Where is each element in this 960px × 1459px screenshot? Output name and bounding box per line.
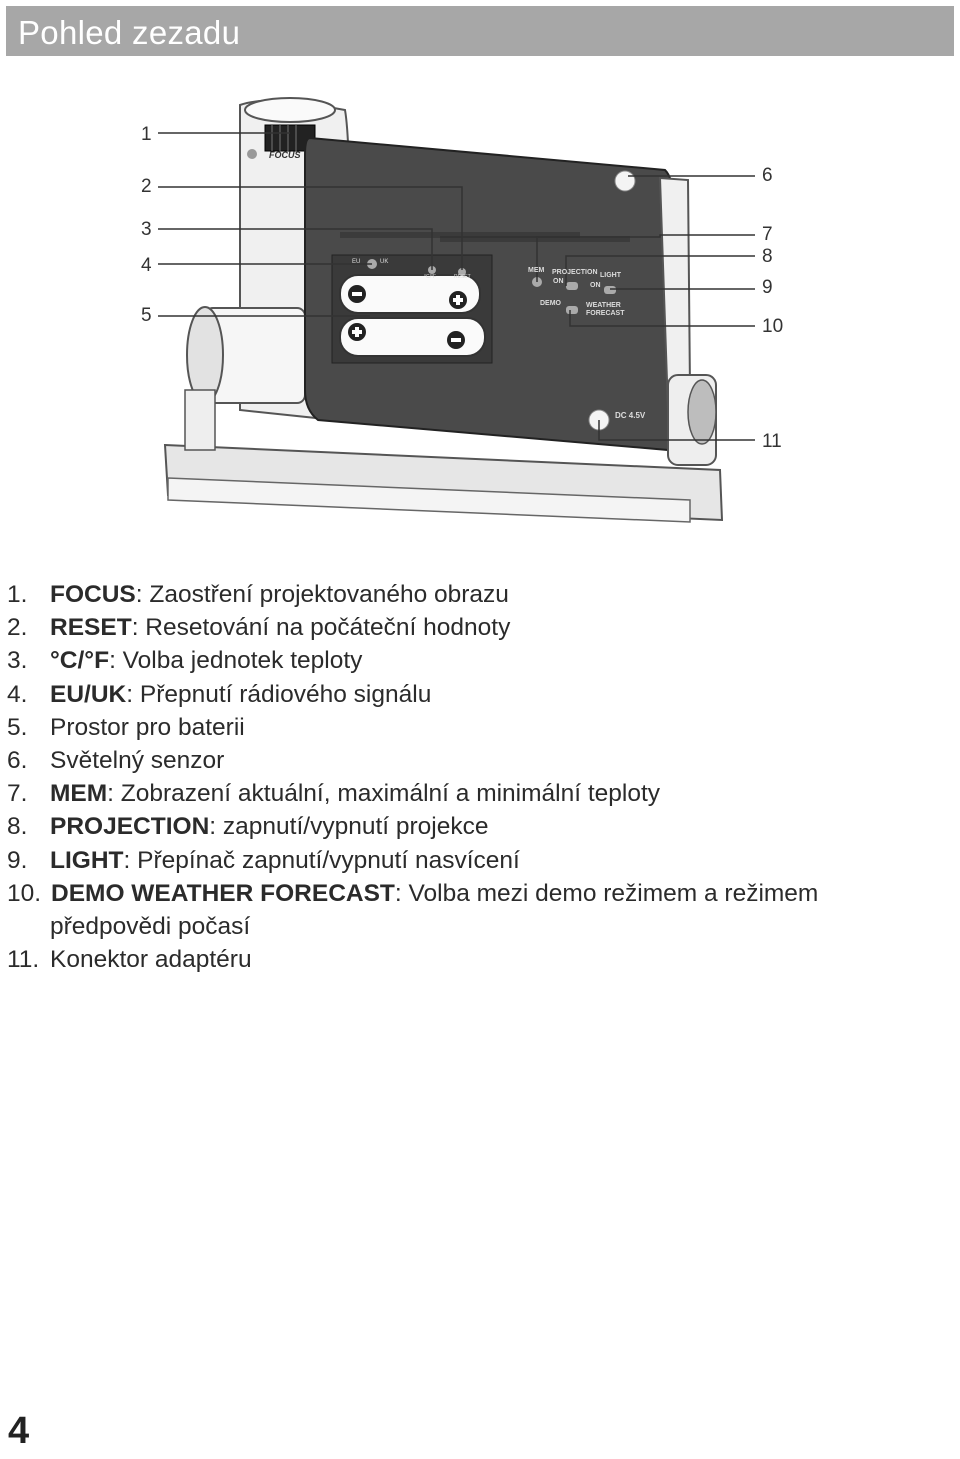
list-item-continuation: předpovědi počasí <box>50 913 251 941</box>
uk-label: UK <box>380 259 389 265</box>
list-item: 4. EU/UK: Přepnutí rádiového signálu <box>7 680 432 708</box>
callout-8: 8 <box>762 246 773 267</box>
page-number: 4 <box>8 1410 30 1452</box>
callout-6: 6 <box>762 165 773 186</box>
callout-4: 4 <box>141 255 152 276</box>
callout-5: 5 <box>141 305 152 326</box>
forecast-label: FORECAST <box>586 310 625 317</box>
list-item: 2. RESET: Resetování na počáteční hodnoty <box>7 614 511 642</box>
feature-list <box>7 578 952 976</box>
demo-label: DEMO <box>540 300 561 307</box>
list-item: 6. Světelný senzor <box>7 747 225 775</box>
reset-label: RESET <box>454 274 471 280</box>
callout-7: 7 <box>762 224 773 245</box>
list-item: 8. PROJECTION: zapnutí/vypnutí projekce <box>7 813 489 841</box>
mem-label: MEM <box>528 267 545 274</box>
list-item: 11. Konektor adaptéru <box>7 946 252 974</box>
list-item: 5. Prostor pro baterii <box>7 713 245 741</box>
callout-3: 3 <box>141 219 152 240</box>
focus-label: FOCUS <box>269 150 301 160</box>
cf-label: °C/°F <box>424 274 437 280</box>
callout-10: 10 <box>762 316 784 337</box>
callout-9: 9 <box>762 277 773 298</box>
dc-label: DC 4.5V <box>615 411 646 420</box>
weather-label: WEATHER <box>586 302 621 309</box>
callout-11: 11 <box>762 431 782 452</box>
list-item: 3. °C/°F: Volba jednotek teploty <box>7 647 363 675</box>
list-item: 9. LIGHT: Přepínač zapnutí/vypnutí nasvícení <box>7 846 520 874</box>
callout-1: 1 <box>141 124 152 145</box>
list-item: 7. MEM: Zobrazení aktuální, maximální a minimální teploty <box>7 780 661 808</box>
header-bar <box>6 6 954 56</box>
callout-2: 2 <box>141 176 152 197</box>
projection-label: PROJECTION <box>552 269 598 276</box>
light-label: LIGHT <box>600 272 621 279</box>
eu-label: EU <box>352 259 361 265</box>
projection-on-label: ON <box>553 278 564 285</box>
list-item: 10. DEMO WEATHER FORECAST: Volba mezi demo režimem a režimem <box>7 879 819 907</box>
device-rear-illustration <box>0 90 960 560</box>
page-title: Pohled zezadu <box>18 14 241 51</box>
list-item: 1. FOCUS: Zaostření projektovaného obrazu <box>7 581 509 608</box>
light-on-label: ON <box>590 282 601 289</box>
